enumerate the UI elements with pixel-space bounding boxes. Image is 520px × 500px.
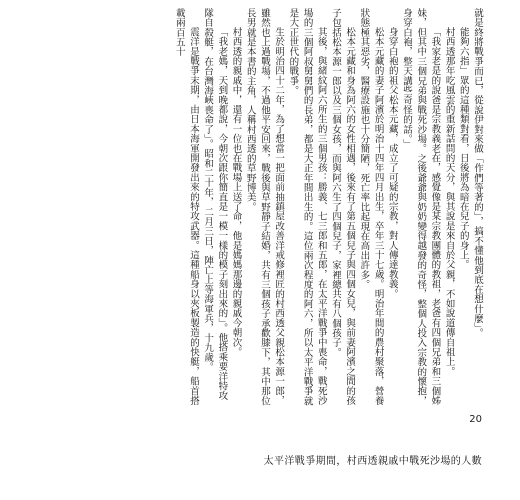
paragraph: 松本元藏和身為阿六的女性相遇，後來有了第五個兒子與四個女兒，與前妻阿濱之間的孩子包括松本源一郎以及三個女孩，而與阿六生了四個兒子，家裡總共有八個孩子。 — [329, 8, 356, 406]
paragraph: 其後，與緒紋阿六所生的三個男孩：勝義、七三郎和五郎，在太平洋戰爭中喪命，戰死沙場的三個阿叔舅舅們的長弟，都是大正年間出生的。這位兩次程度的阿六，所以太平洋戰爭就是大正世代的戰爭。 — [287, 8, 327, 406]
paragraph: 「我家老是的說爸是宗教義老在，感覺像是某宗教團體的教祖，老爸有四個兄弟和三個姊妹，但其中三個兄弟與戰死沙場。之後爺爺與奶奶變得越發的奇怪，整個人投入宗教的懷抱，身穿白袍，整天講些奇怪的話。」 — [400, 8, 441, 406]
paragraph: 村西透的親戚中，還有一位也在戰場上送了命，他是媽媽那邊的親戚今朝次。 — [230, 27, 242, 357]
paragraph: 身穿白袍的祖父松本元藏，成立了可疑的宗教，對人傳達教義。 — [386, 27, 398, 299]
paragraph: 就是終將戰爭而已，從說伊對來做「作們等著的」，搞不懂他到底在想什麼」。 — [472, 8, 483, 338]
paragraph: 松本元藏的妻子阿濱於明治十四年四月出生，卒年三十七歲。明治年間的農村聚落，營養狀態極其惡劣，醫療設施也十分簡陋，死亡率比起現在高出許多。 — [358, 8, 384, 406]
page-number: 20 — [469, 414, 482, 425]
paragraph: 村西透那年吃風雲的重新話問的天分，與其說是來自於父親，不如說道傳自祖上。 — [443, 27, 455, 377]
body-text — [54, 8, 484, 408]
running-footer: 太平洋戰爭期間，村西透親戚中戰死沙場的人數 — [263, 456, 482, 467]
paragraph: 「我老媽，天到晚都說，今朝次跟你簡直是一模一樣的模子刻出來的」。他搭乘要洋特攻隊自殺艇，在台灣海峽喪命了」。昭和二十年，二月三日，陣亡上等海軍兵，十九歲。 — [202, 8, 228, 401]
paragraph: 生於明治四十二年，為了想當一把面前抽鎮屋改善洋戒修裡匠的村西透父親松本源一郎，雖然也上過戰場，不過他平安回來，戰後與草野靜子結婚，共有三個孩子承歡膝下，其中那位長男就是本書的主角，人稱村西透的草野博美。 — [244, 8, 285, 406]
paragraph: 震洋是戰爭末期，由日本海軍開發出來的特攻武器。這種船身以夾板製造的快艇，船首搭載兩百五十 — [173, 8, 199, 406]
paragraph: 能夠六指」眾的這種類對看，日後將為暗在兒子的身上。 — [457, 27, 469, 270]
